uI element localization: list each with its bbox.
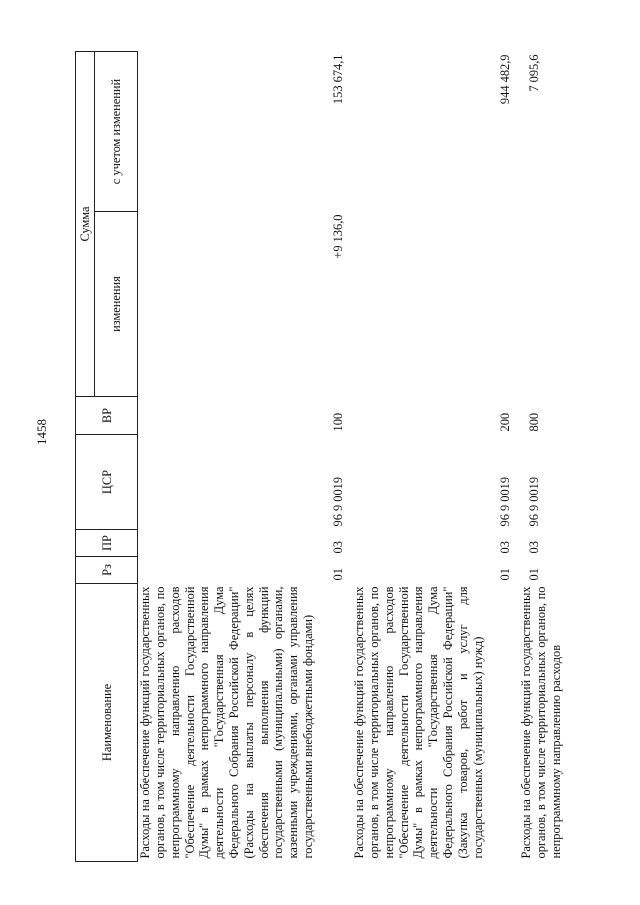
row-rz: 01 — [331, 568, 346, 581]
table-row — [513, 52, 563, 862]
row-change: +9 136,0 — [331, 214, 346, 259]
row-change — [513, 212, 563, 397]
row-pr: 03 — [331, 541, 346, 554]
header-csr: ЦСР — [76, 435, 138, 530]
budget-table — [75, 51, 564, 862]
row-with-changes: 944 482,9 — [498, 54, 513, 105]
row-vr: 100 — [331, 412, 346, 432]
table-row — [138, 52, 347, 862]
row-name: Расходы на обеспечение функций государственных органов, в том числе территориальных органов, по непрограммному направлению расходов "Обеспечение деятельности Государственной Думы" в рамках непрограммного направления деятельности "Государственная Дума Федерального Собрания Российской Федерации" (Расходы на выплаты персоналу в целях обеспечения выполнения функций государственными (муниципальными) органами, казенными учреждениями, органами управления государственными внебюджетными фондами) — [138, 586, 316, 859]
row-vr: 800 — [527, 412, 542, 432]
row-csr: 96 9 0019 — [331, 476, 346, 527]
row-csr: 96 9 0019 — [527, 476, 542, 527]
row-with-changes: 153 674,1 — [331, 54, 346, 105]
header-name: Наименование — [76, 584, 138, 862]
rotated-page-container — [75, 0, 575, 905]
row-with-changes: 7 095,6 — [527, 54, 542, 92]
row-csr: 96 9 0019 — [498, 476, 513, 527]
header-change: изменения — [95, 212, 138, 397]
row-rz: 01 — [527, 568, 542, 581]
table-row — [346, 52, 513, 862]
row-name: Расходы на обеспечение функций государственных органов, в том числе территориальных органов, по непрограммному направлению расходов — [519, 586, 563, 859]
header-with-changes: с учетом изменений — [95, 52, 138, 212]
row-pr: 03 — [527, 541, 542, 554]
page-number: 1458 — [34, 419, 49, 445]
row-pr: 03 — [498, 541, 513, 554]
header-pr: ПР — [76, 530, 138, 557]
header-vr: ВР — [76, 397, 138, 435]
header-sum: Сумма — [76, 52, 95, 397]
row-change — [346, 212, 513, 397]
header-rz: Рз — [76, 557, 138, 584]
row-vr: 200 — [498, 412, 513, 432]
row-rz: 01 — [498, 568, 513, 581]
row-name: Расходы на обеспечение функций государственных органов, в том числе территориальных органов, по непрограммному направлению расходов "Обеспечение деятельности Государственной Думы" в рамках непрограммного направления деятельности "Государственная Дума Федерального Собрания Российской Федерации" (Закупка товаров, работ и услуг для государственных (муниципальных) нужд) — [352, 586, 485, 859]
budget-table-rotated — [75, 52, 575, 862]
